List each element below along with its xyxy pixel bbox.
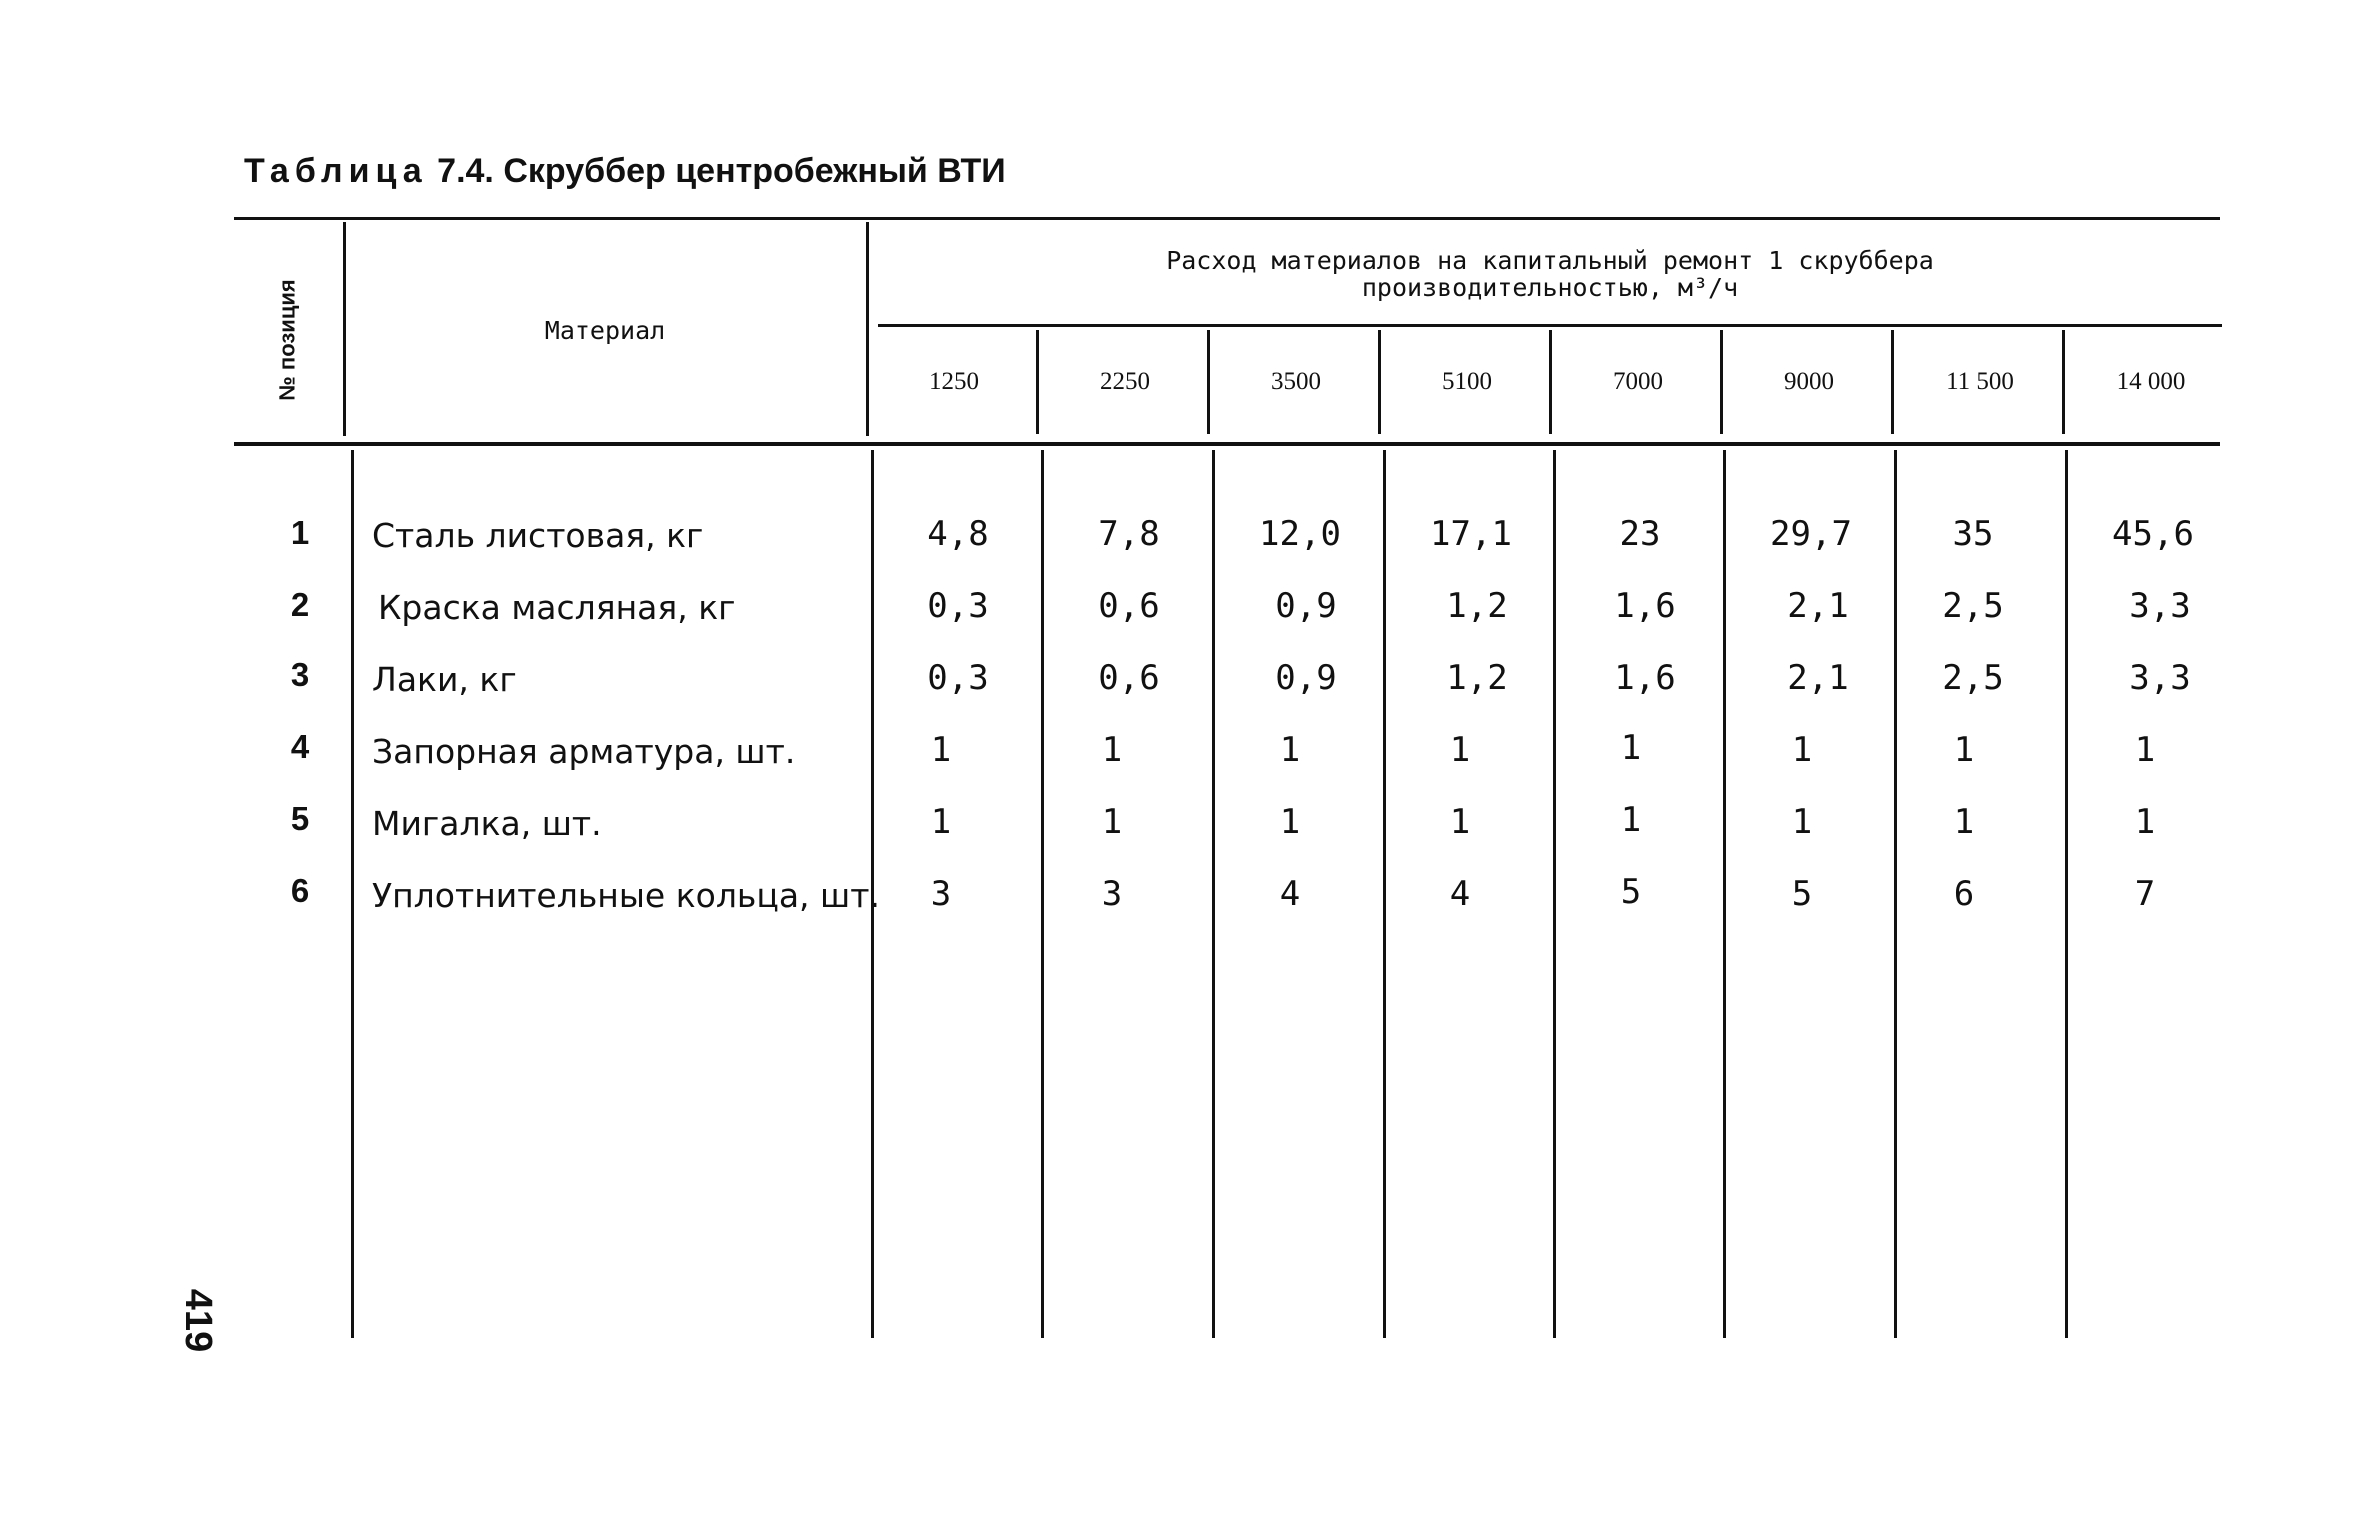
table-cell: 1 [2134, 730, 2156, 770]
table-cell: 3,3 [2129, 586, 2191, 626]
table-cell: 1 [930, 730, 952, 770]
header-divider-cap-5 [1720, 330, 1723, 434]
table-cell: 1,6 [1614, 658, 1676, 698]
table-cell: 6 [1953, 874, 1975, 914]
header-capacity: 3500 [1271, 368, 1321, 395]
table-cell: 1 [1791, 802, 1813, 842]
table-cell: 1 [1279, 730, 1301, 770]
header-capacity: 1250 [929, 368, 979, 395]
header-group-line2: производительностью, м³/ч [1361, 273, 1739, 302]
table-cell: 2,1 [1787, 658, 1849, 698]
header-bottom-rule [234, 442, 2220, 446]
table-cell: 1 [930, 802, 952, 842]
table-cell: 4,8 [927, 514, 989, 554]
header-capacity: 7000 [1613, 368, 1663, 395]
table-cell: 23 [1619, 514, 1661, 554]
table-cell: 1 [1953, 730, 1975, 770]
table-cell: 4 [1449, 874, 1471, 914]
header-divider-cap-3 [1378, 330, 1381, 434]
table-cell: 1,2 [1446, 586, 1508, 626]
body-divider-pos [351, 450, 354, 1338]
header-divider-cap-7 [2062, 330, 2065, 434]
header-divider-cap-1 [1036, 330, 1039, 434]
row-material: Сталь листовая, кг [372, 516, 704, 555]
table-cell: 1 [1620, 728, 1642, 768]
table-cell: 3 [1101, 874, 1123, 914]
table-cell: 29,7 [1770, 514, 1852, 554]
table-cell: 7,8 [1098, 514, 1160, 554]
header-position-label: № позиция [275, 279, 301, 401]
table-cell: 7 [2134, 874, 2156, 914]
top-rule [234, 217, 2220, 220]
row-number: 4 [290, 728, 310, 765]
row-number: 5 [290, 800, 310, 837]
row-number: 1 [290, 514, 310, 551]
table-cell: 3,3 [2129, 658, 2191, 698]
table-title [244, 152, 1006, 191]
table-cell: 45,6 [2112, 514, 2194, 554]
header-capacity: 5100 [1442, 368, 1492, 395]
table-cell: 2,5 [1942, 658, 2004, 698]
table-cell: 1 [1279, 802, 1301, 842]
row-material: Уплотнительные кольца, шт. [372, 876, 880, 915]
row-material: Мигалка, шт. [372, 804, 602, 843]
table-cell: 1 [1101, 730, 1123, 770]
table-cell: 1 [1791, 730, 1813, 770]
table-cell: 3 [930, 874, 952, 914]
row-number: 6 [290, 872, 310, 909]
header-consumption-group [880, 247, 2220, 301]
header-divider-material [866, 222, 869, 436]
row-material: Лаки, кг [372, 660, 517, 699]
table-cell: 35 [1952, 514, 1994, 554]
header-capacity: 9000 [1784, 368, 1834, 395]
table-cell: 0,6 [1098, 658, 1160, 698]
table-cell: 1 [1101, 802, 1123, 842]
table-cell: 1,2 [1446, 658, 1508, 698]
table-cell: 0,9 [1275, 658, 1337, 698]
header-material: Материал [544, 316, 666, 345]
header-capacity: 2250 [1100, 368, 1150, 395]
group-header-rule [878, 324, 2222, 327]
table-cell: 5 [1620, 872, 1642, 912]
page-number [158, 1290, 238, 1350]
table-cell: 0,6 [1098, 586, 1160, 626]
table-cell: 1 [1953, 802, 1975, 842]
page-number-label: 419 [177, 1288, 220, 1352]
table-cell: 0,3 [927, 658, 989, 698]
table-title-label: Таблица [244, 152, 428, 190]
header-capacity: 14 000 [2116, 368, 2186, 395]
table-title-text: 7.4. Скруббер центробежный ВТИ [437, 152, 1006, 190]
table-cell: 5 [1791, 874, 1813, 914]
row-number: 3 [290, 656, 310, 693]
table-cell: 1,6 [1614, 586, 1676, 626]
header-divider-pos [343, 222, 346, 436]
table-cell: 1 [1620, 800, 1642, 840]
header-capacity: 11 500 [1946, 368, 2014, 395]
table-cell: 1 [1449, 802, 1471, 842]
header-group-line1: Расход материалов на капитальный ремонт 1 скруббера [1166, 246, 1934, 275]
header-divider-cap-2 [1207, 330, 1210, 434]
table-cell: 17,1 [1430, 514, 1512, 554]
table-cell: 4 [1279, 874, 1301, 914]
table-cell: 2,5 [1942, 586, 2004, 626]
header-divider-cap-6 [1891, 330, 1894, 434]
header-position [246, 240, 330, 440]
table-cell: 12,0 [1259, 514, 1341, 554]
table-cell: 0,9 [1275, 586, 1337, 626]
table-cell: 1 [1449, 730, 1471, 770]
row-material: Краска масляная, кг [378, 588, 736, 627]
table-cell: 1 [2134, 802, 2156, 842]
table-cell: 2,1 [1787, 586, 1849, 626]
header-divider-cap-4 [1549, 330, 1552, 434]
row-material: Запорная арматура, шт. [372, 732, 796, 771]
row-number: 2 [290, 586, 310, 623]
table-cell: 0,3 [927, 586, 989, 626]
